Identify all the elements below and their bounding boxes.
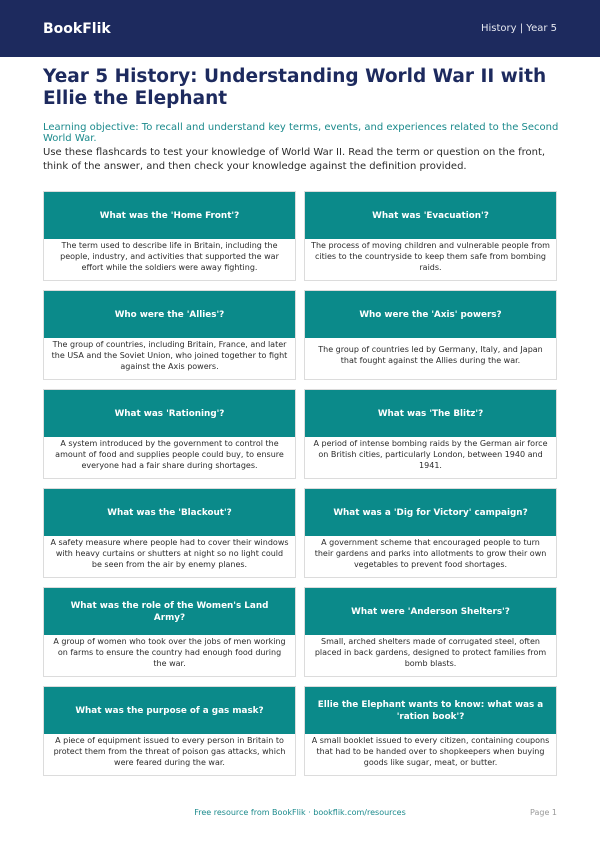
flashcard-blitz[interactable] [304, 389, 557, 479]
flashcard-womens-land-army[interactable] [43, 587, 296, 677]
brand-logo[interactable]: BookFlik [43, 20, 111, 37]
flashcard-front: What were 'Anderson Shelters'? [305, 588, 556, 635]
flashcard-back: A period of intense bombing raids by the German air force on British cities, particularly London, between 1940 and 1941. [313, 438, 548, 470]
flashcard-front: What was 'The Blitz'? [305, 390, 556, 437]
flashcard-evacuation[interactable] [304, 191, 557, 281]
flashcard-back: The term used to describe life in Britain, including the people, industry, and activities that supported the war effort while the soldiers were away fighting. [60, 240, 279, 272]
flashcard-blackout[interactable] [43, 488, 296, 578]
page-title: Year 5 History: Understanding World War II with Ellie the Elephant [43, 66, 547, 109]
flashcard-back: The group of countries, including Britain, France, and later the USA and the Soviet Union, who joined together to fight against the Axis powers. [51, 339, 288, 371]
flashcard-front: Who were the 'Allies'? [44, 291, 295, 338]
flashcard-back: The process of moving children and vulnerable people from cities to the countryside to keep them safe from bombing raids. [311, 240, 550, 272]
flashcard-front: What was the role of the Women's Land Army? [44, 588, 295, 635]
flashcard-back: The group of countries led by Germany, Italy, and Japan that fought against the Allies during the war. [318, 345, 543, 365]
flashcard-axis-powers[interactable] [304, 290, 557, 380]
page-number: Page 1 [530, 808, 557, 817]
flashcard-front: Who were the 'Axis' powers? [305, 291, 556, 338]
learning-objective: Learning objective: To recall and understand key terms, events, and experiences related to the Second World War. [43, 122, 559, 144]
breadcrumb: History | Year 5 [480, 23, 557, 34]
top-bar [0, 0, 600, 57]
flashcard-home-front[interactable] [43, 191, 296, 281]
flashcard-back: A group of women who took over the jobs of men working on farms to ensure the country had enough food during the war. [53, 636, 286, 668]
flashcard-back: A piece of equipment issued to every person in Britain to protect them from the threat of poison gas attacks, which were feared during the war. [53, 735, 286, 767]
intro-text: Use these flashcards to test your knowledge of World War II. Read the term or question on the front, think of the answer, and then check your knowledge against the definition provided. [43, 147, 546, 172]
flashcard-front: What was 'Evacuation'? [305, 192, 556, 239]
flashcard-front: Ellie the Elephant wants to know: what was a 'ration book'? [305, 687, 556, 734]
flashcard-front: What was a 'Dig for Victory' campaign? [305, 489, 556, 536]
flashcard-allies[interactable] [43, 290, 296, 380]
flashcard-ration-book[interactable] [304, 686, 557, 776]
flashcard-back: A small booklet issued to every citizen, containing coupons that had to be handed over to shopkeepers when buying goods like sugar, meat, or butter. [311, 735, 550, 767]
flashcard-back: A government scheme that encouraged people to turn their gardens and parks into allotments to grow their own vegetables to prevent food shortages. [314, 537, 547, 569]
flashcard-front: What was the 'Blackout'? [44, 489, 295, 536]
flashcard-rationing[interactable] [43, 389, 296, 479]
flashcard-front: What was 'Rationing'? [44, 390, 295, 437]
flashcard-back: A system introduced by the government to control the amount of food and supplies people could buy, to ensure everyone had a fair share during shortages. [55, 438, 284, 470]
flashcard-back: A safety measure where people had to cover their windows with heavy curtains or shutters at night so no light could be seen from the air by enemy planes. [50, 537, 289, 569]
flashcard-dig-for-victory[interactable] [304, 488, 557, 578]
footer-text[interactable]: Free resource from BookFlik · bookflik.com/resources [194, 808, 406, 817]
flashcard-gas-mask[interactable] [43, 686, 296, 776]
flashcard-front: What was the 'Home Front'? [44, 192, 295, 239]
flashcard-back: Small, arched shelters made of corrugated steel, often placed in back gardens, designed to protect families from bomb blasts. [314, 636, 547, 668]
flashcard-front: What was the purpose of a gas mask? [44, 687, 295, 734]
flashcard-grid [43, 191, 557, 776]
flashcard-anderson-shelters[interactable] [304, 587, 557, 677]
